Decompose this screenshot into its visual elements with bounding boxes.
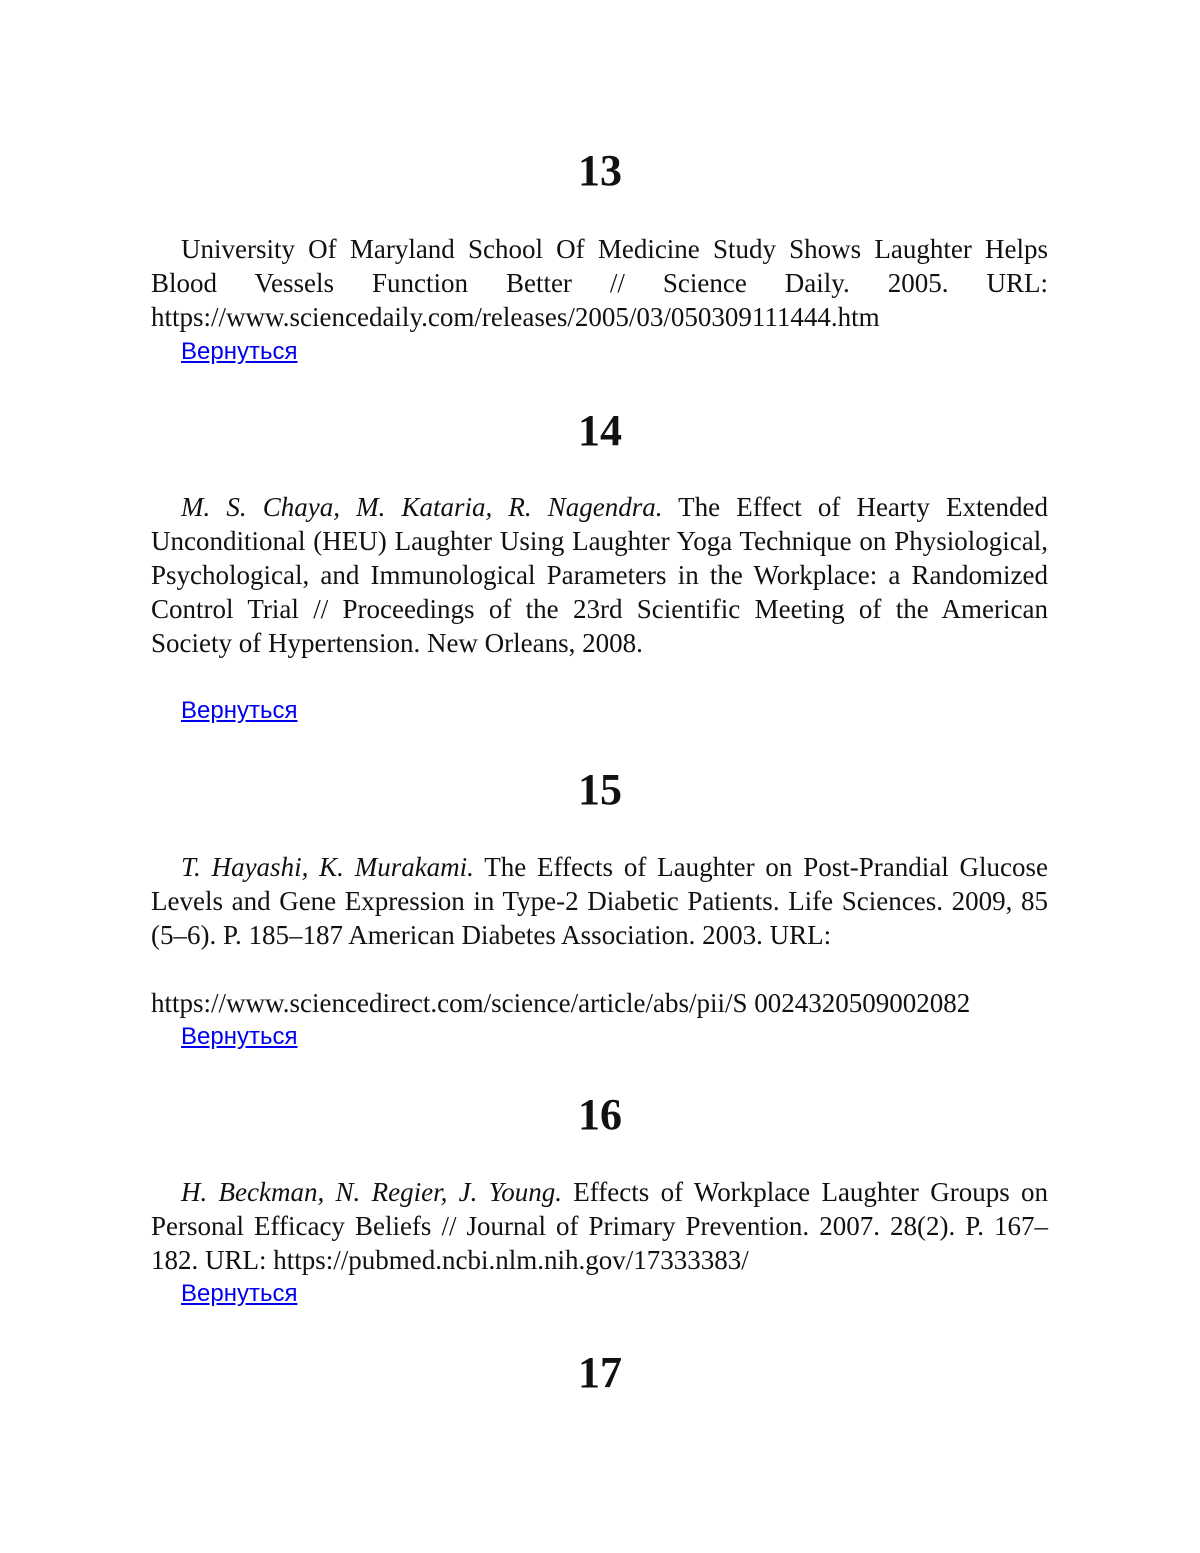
note-text-15: [151, 850, 1048, 952]
back-link-14[interactable]: Вернуться: [181, 697, 298, 724]
back-link-13[interactable]: Вернуться: [181, 338, 298, 365]
note-number-15: 15: [578, 765, 622, 814]
note-15-citation: The Effects of Laughter on Post-Prandial Glucose Levels and Gene Expression in Type-2 Diabetic Patients. Life Sciences. 2009, 85 (5–6). P. 185–187 American Diabetes Association. 2003. URL:: [151, 852, 1048, 950]
note-number-14: 14: [578, 406, 622, 455]
note-text-14: [151, 490, 1048, 660]
note-16-citation: Effects of Workplace Laughter Groups on Personal Efficacy Beliefs // Journal of Primary Prevention. 2007. 28(2). P. 167–182. URL: https://pubmed.ncbi.nlm.nih.gov/17333383/: [151, 1177, 1049, 1275]
note-number-16: 16: [578, 1090, 622, 1139]
note-16-authors: H. Beckman, N. Regier, J. Young.: [181, 1177, 562, 1207]
back-link-15[interactable]: Вернуться: [181, 1023, 298, 1050]
note-15-url: https://www.sciencedirect.com/science/article/abs/pii/S 0024320509002082: [151, 988, 971, 1018]
note-13-citation: University Of Maryland School Of Medicine Study Shows Laughter Helps Blood Vessels Function Better // Science Daily. 2005. URL: https://www.sciencedaily.com/releases/2005/03/050309111444.htm: [151, 234, 1048, 332]
note-15-authors: T. Hayashi, K. Murakami.: [181, 852, 474, 882]
note-text-16: [151, 1175, 1048, 1277]
note-14-authors: M. S. Chaya, M. Kataria, R. Nagendra.: [181, 492, 663, 522]
back-link-16[interactable]: Вернуться: [181, 1280, 298, 1307]
note-14-citation: The Effect of Hearty Extended Unconditional (HEU) Laughter Using Laughter Yoga Technique on Physiological, Psychological, and Immunological Parameters in the Workplace: a Randomized Control Trial // Proceedings of the 23rd Scientific Meeting of the American Society of Hypertension. New Orleans, 2008.: [151, 492, 1048, 658]
note-number-17: 17: [578, 1348, 622, 1397]
note-text-13: [151, 232, 1048, 334]
note-number-13: 13: [578, 146, 622, 195]
